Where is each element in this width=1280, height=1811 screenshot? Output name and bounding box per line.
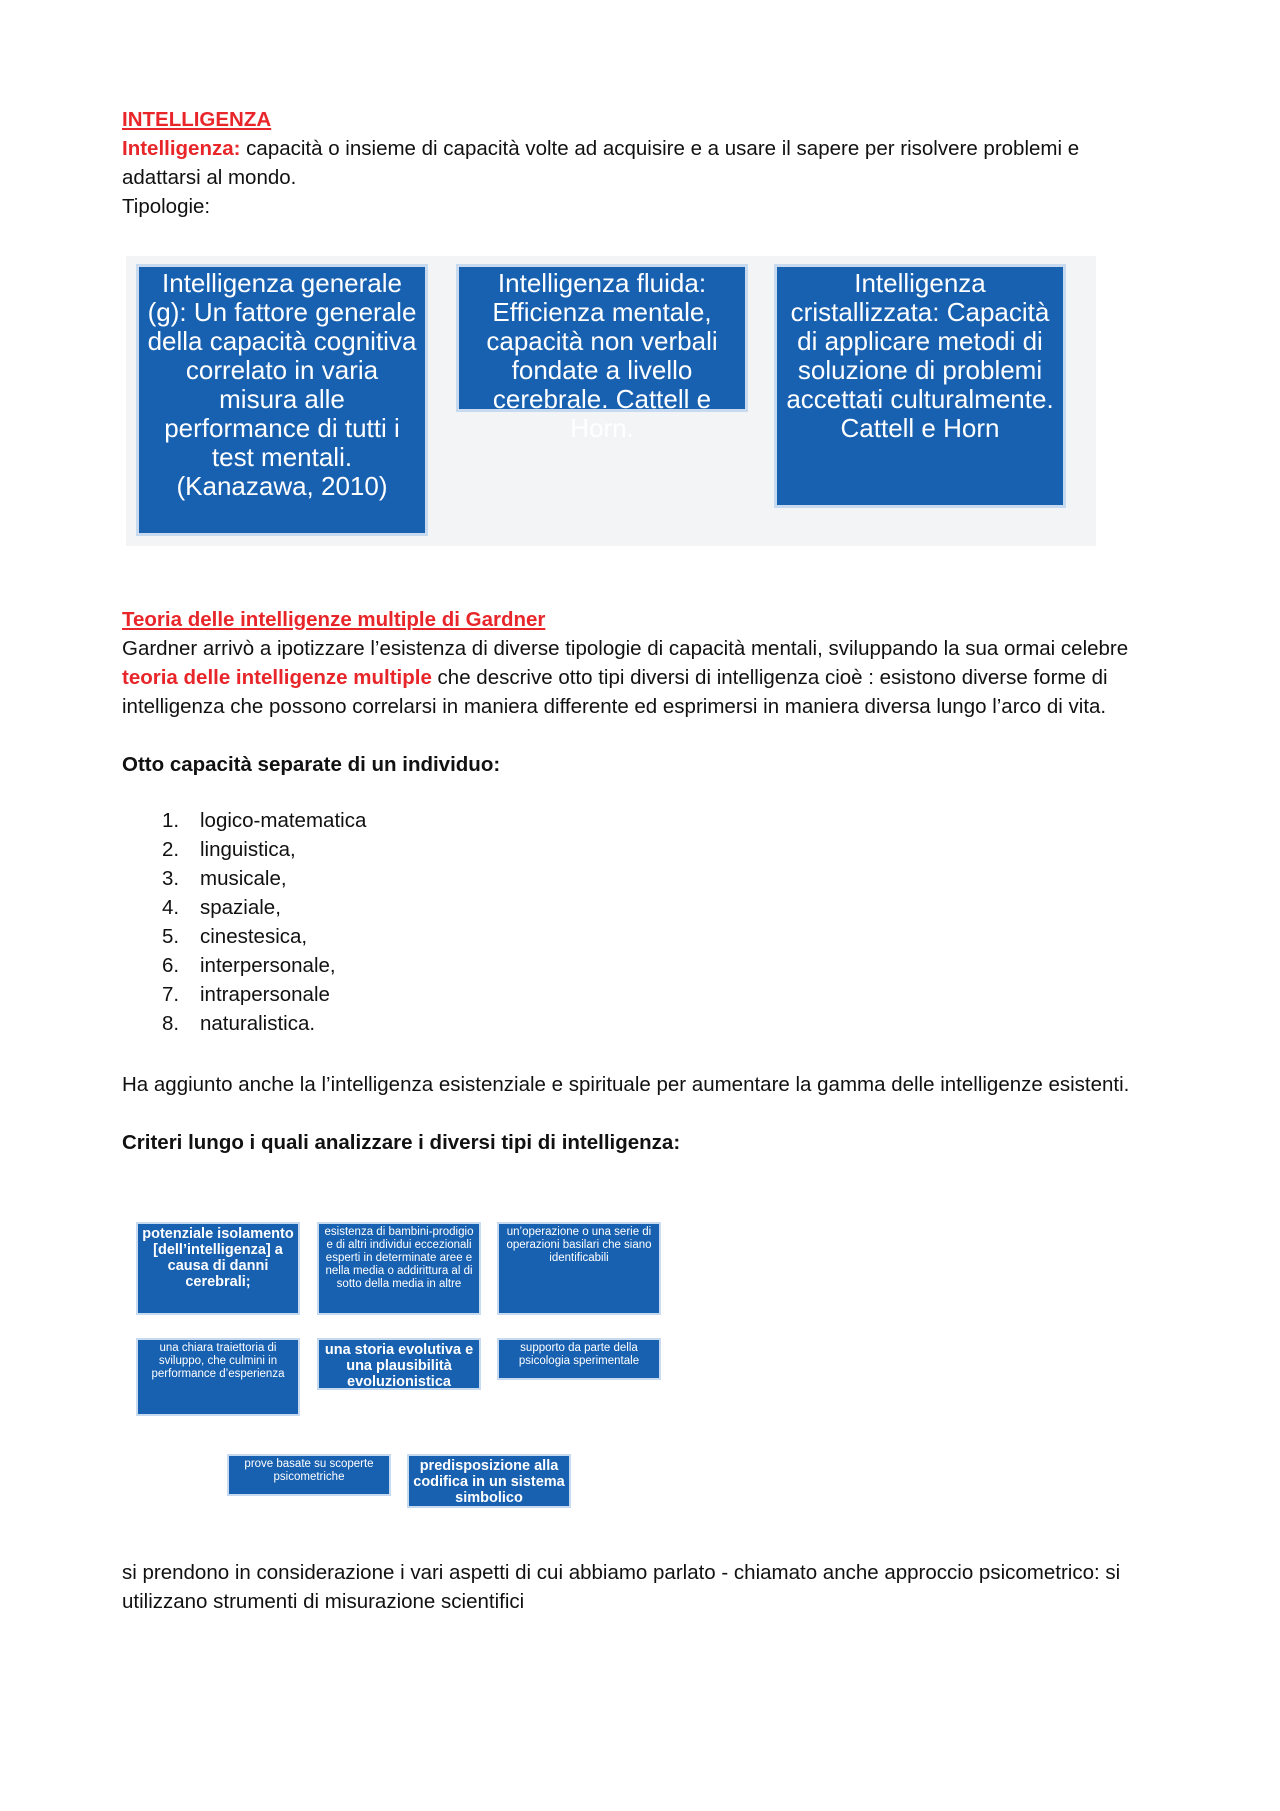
list-item: 8. naturalistica. xyxy=(162,1012,316,1035)
criteria-box: un’operazione o una serie di operazioni basilari che siano identificabili xyxy=(497,1222,661,1315)
box-intelligenza-generale: Intelligenza generale (g): Un fattore generale della capacità cognitiva correlato in varia misura alle performance di tutti i test mentali. (Kanazawa, 2010) xyxy=(136,264,428,536)
intro-block xyxy=(122,105,1162,221)
added-paragraph: Ha aggiunto anche la l’intelligenza esistenziale e spirituale per aumentare la gamma delle intelligenze esistenti. xyxy=(122,1073,1130,1096)
definition-text: capacità o insieme di capacità volte ad acquisire e a usare il sapere per risolvere problemi e adattarsi al mondo. xyxy=(122,137,1080,189)
criteria-box: esistenza di bambini-prodigio e di altri individui eccezionali esperti in determinate aree e nella media o addirittura al di sotto della media in altre xyxy=(317,1222,481,1315)
gardner-paragraph xyxy=(122,634,1162,721)
gardner-para-end: che descrive otto tipi diversi di intelligenza cioè : esistono diverse forme di intelligenza che possono correlarsi in maniera differente ed esprimersi in maniera diversa lungo l’arco di vita. xyxy=(122,666,1108,718)
tipologie-figure xyxy=(126,256,1096,546)
criteria-heading: Criteri lungo i quali analizzare i diversi tipi di intelligenza: xyxy=(122,1131,681,1154)
box-intelligenza-cristallizzata: Intelligenza cristallizzata: Capacità di applicare metodi di soluzione di problemi accettati culturalmente. Cattell e Horn xyxy=(774,264,1066,508)
list-item: 2. linguistica, xyxy=(162,838,296,861)
criteria-box: una chiara traiettoria di sviluppo, che culmini in performance d’esperienza xyxy=(136,1338,300,1416)
criteria-box: predisposizione alla codifica in un sistema simbolico xyxy=(407,1454,571,1508)
criteria-box: supporto da parte della psicologia sperimentale xyxy=(497,1338,661,1380)
definition-term: Intelligenza: xyxy=(122,137,241,160)
criteria-box: una storia evolutiva e una plausibilità evoluzionistica xyxy=(317,1338,481,1390)
section-heading-intelligenza: INTELLIGENZA xyxy=(122,108,272,131)
definition-paragraph xyxy=(122,134,1162,192)
list-item: 4. spaziale, xyxy=(162,896,281,919)
list-item: 5. cinestesica, xyxy=(162,925,308,948)
criteria-box: potenziale isolamento [dell’intelligenza] a causa di danni cerebrali; xyxy=(136,1222,300,1315)
list-item: 1. logico-matematica xyxy=(162,809,367,832)
criteria-figure xyxy=(136,1218,666,1508)
added-block xyxy=(122,1070,1162,1157)
criteria-box: prove basate su scoperte psicometriche xyxy=(227,1454,391,1496)
list-item: 3. musicale, xyxy=(162,867,287,890)
capacities-list xyxy=(122,806,366,1038)
closing-block xyxy=(122,1558,1162,1616)
list-item: 6. interpersonale, xyxy=(162,954,336,977)
box-intelligenza-fluida: Intelligenza fluida: Efficienza mentale, capacità non verbali fondate a livello cerebrale. Cattell e Horn. xyxy=(456,264,748,412)
closing-paragraph: si prendono in considerazione i vari aspetti di cui abbiamo parlato - chiamato anche approccio psicometrico: si utilizzano strumenti di misurazione scientifici xyxy=(122,1561,1121,1613)
gardner-block xyxy=(122,605,1162,779)
list-item: 7. intrapersonale xyxy=(162,983,330,1006)
gardner-para-highlight: teoria delle intelligenze multiple xyxy=(122,666,432,689)
tipologie-label: Tipologie: xyxy=(122,195,211,218)
gardner-para-start: Gardner arrivò a ipotizzare l’esistenza di diverse tipologie di capacità mentali, sviluppando la sua ormai celebre xyxy=(122,637,1129,660)
capacities-heading: Otto capacità separate di un individuo: xyxy=(122,753,501,776)
section-heading-gardner: Teoria delle intelligenze multiple di Gardner xyxy=(122,608,546,631)
